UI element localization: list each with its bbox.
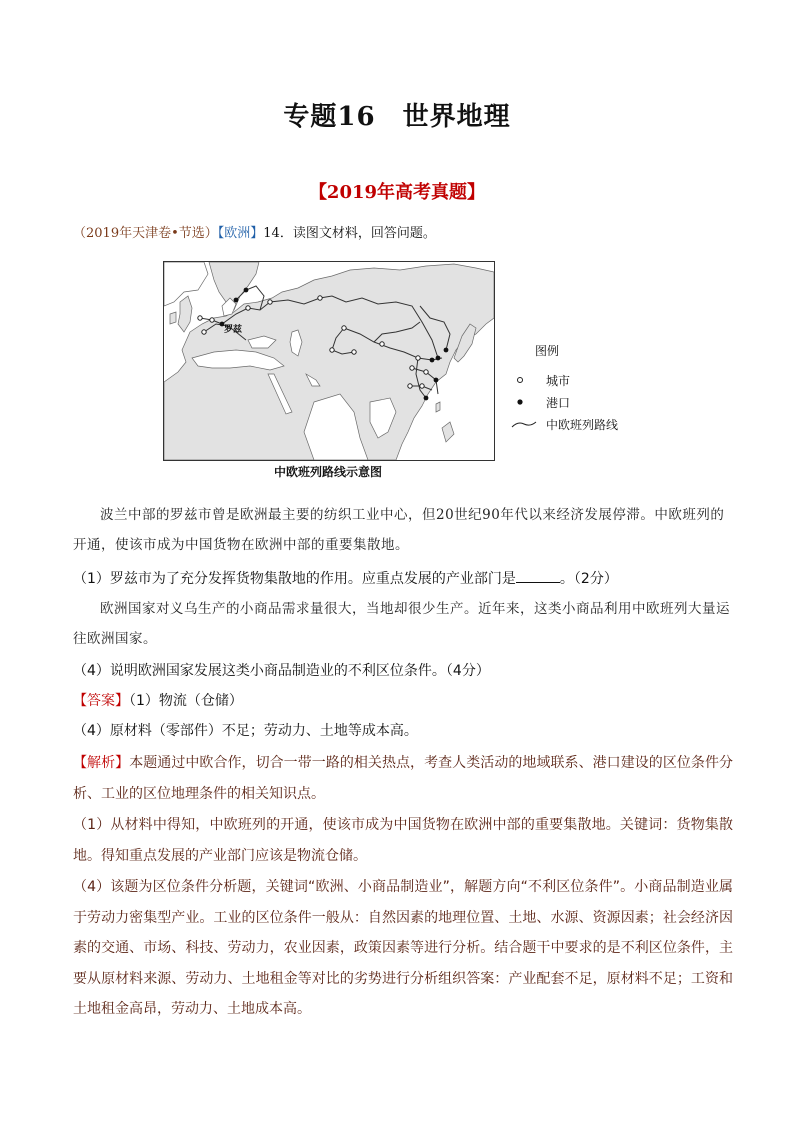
route-map: [163, 261, 495, 461]
map-caption: 中欧班列路线示意图: [273, 465, 382, 479]
analysis-paragraph-2: （1）从材料中得知，中欧班列的开通，使该市成为中国货物在欧洲中部的重要集散地。关键词：货物集散地。得知重点发展的产业部门应该是物流仓储。: [73, 817, 733, 864]
route-map-graphic: [164, 262, 494, 460]
question-1-score: 。（2分）: [559, 571, 618, 587]
material-paragraph-2: 欧洲国家对义乌生产的小商品需求量很大，当地却很少生产。近年来，这类小商品利用中欧班列大量运往欧洲国家。: [73, 601, 730, 647]
question-source: （2019年天津卷•节选）: [73, 226, 218, 241]
answer-1: （1）物流（仓储）: [129, 693, 243, 709]
legend-route-label: 中欧班列路线: [546, 418, 619, 432]
analysis-tag: 【解析】: [73, 755, 130, 771]
analysis-paragraph-1: [73, 748, 733, 809]
question-1-text: （1）罗兹市为了充分发挥货物集散地的作用。应重点发展的产业部门是: [73, 571, 516, 587]
analysis-paragraph-3: （4）该题为区位条件分析题，关键词“欧洲、小商品制造业”，解题方向“不利区位条件”。小商品制造业属于劳动力密集型产业。工业的区位条件一般从：自然因素的地理位置、土地、水源、资源因素；社会经济因素的交通、市场、科技、劳动力，农业因素，政策因素等进行分析。结合题干中要求的是不利区位条件，主要从原材料来源、劳动力、土地租金等对比的劣势进行分析组织答案：产业配套不足，原材料不足；工资和土地租金高昂，劳动力、土地成本高。: [73, 879, 733, 1017]
legend-port-label: 港口: [546, 396, 571, 410]
page-title: 专题16 世界地理: [283, 102, 511, 132]
answer-4: （4）原材料（零部件）不足；劳动力、土地等成本高。: [73, 723, 418, 739]
question-tag: 【欧洲】: [217, 226, 264, 241]
answer-blank: [516, 568, 560, 583]
legend-city-icon: [510, 374, 538, 386]
question-4: （4）说明欧洲国家发展这类小商品制造业的不利区位条件。（4分）: [73, 663, 490, 679]
legend-route-icon: [510, 418, 538, 430]
legend-city-label: 城市: [546, 374, 571, 388]
question-source-line: [73, 222, 436, 241]
legend-port-icon: [510, 396, 538, 408]
answer-tag: 【答案】: [73, 693, 129, 709]
question-intro: 14．读图文材料，回答问题。: [263, 226, 436, 241]
city-label-lodz: 罗兹: [224, 325, 243, 335]
section-title: 【2019年高考真题】: [308, 182, 486, 203]
answer-line-1: [73, 686, 733, 716]
analysis-text-1: 本题通过中欧合作，切合一带一路的相关热点，考查人类活动的地域联系、港口建设的区位条件分析、工业的区位地理条件的相关知识点。: [73, 755, 734, 802]
material-paragraph-1: 波兰中部的罗兹市曾是欧洲最主要的纺织工业中心，但20世纪90年代以来经济发展停滞。中欧班列的开通，使该市成为中国货物在欧洲中部的重要集散地。: [73, 507, 725, 553]
question-1: [73, 564, 733, 594]
legend-title: 图例: [535, 344, 560, 358]
